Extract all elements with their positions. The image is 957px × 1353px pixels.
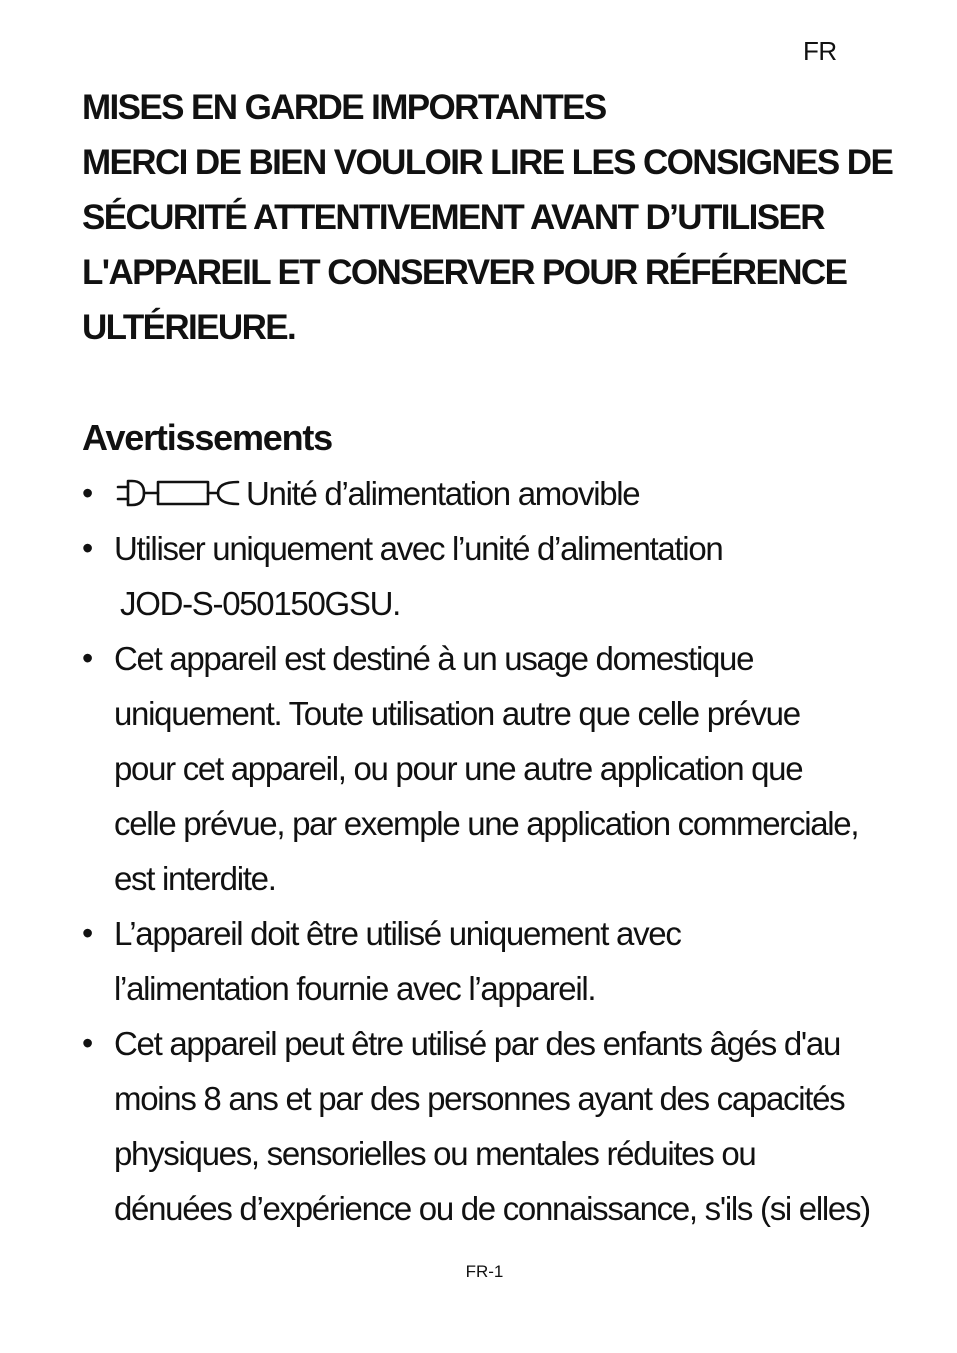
list-item-line: dénuées d’expérience ou de connaissance, s'ils (si elles) <box>114 1190 870 1227</box>
heading-line: ULTÉRIEURE. <box>82 308 296 347</box>
list-item-line: L’appareil doit être utilisé uniquement avec <box>114 915 681 952</box>
list-item-line: Utiliser uniquement avec l’unité d’alimentation <box>114 530 723 567</box>
list-item-line: celle prévue, par exemple une application commerciale, <box>114 805 859 842</box>
list-item <box>82 466 912 521</box>
heading-line: SÉCURITÉ ATTENTIVEMENT AVANT D’UTILISER <box>82 198 824 237</box>
list-item <box>82 1016 912 1236</box>
bullet-marker: • <box>82 915 94 951</box>
list-item-line: JOD-S-050150GSU. <box>120 585 400 622</box>
bullet-marker: • <box>82 640 94 676</box>
heading-line: MISES EN GARDE IMPORTANTES <box>82 88 606 127</box>
list-item-line: Cet appareil est destiné à un usage domestique <box>114 640 754 677</box>
page-number: FR-1 <box>465 1262 504 1281</box>
important-warnings-heading <box>82 80 893 355</box>
section-title-avertissements: Avertissements <box>82 417 333 458</box>
list-item-line <box>114 466 912 521</box>
list-item <box>82 906 912 1016</box>
list-item-text: Unité d’alimentation amovible <box>246 475 640 512</box>
bullet-marker: • <box>82 475 94 511</box>
heading-line: MERCI DE BIEN VOULOIR LIRE LES CONSIGNES DE <box>82 143 893 182</box>
heading-line: L'APPAREIL ET CONSERVER POUR RÉFÉRENCE <box>82 253 847 292</box>
list-item-line: moins 8 ans et par des personnes ayant des capacités <box>114 1080 845 1117</box>
list-item-line: uniquement. Toute utilisation autre que celle prévue <box>114 695 800 732</box>
list-item-line: est interdite. <box>114 860 276 897</box>
language-code: FR <box>803 36 837 66</box>
list-item-line: l’alimentation fournie avec l’appareil. <box>114 970 596 1007</box>
list-item-line: physiques, sensorielles ou mentales réduites ou <box>114 1135 756 1172</box>
list-item <box>82 631 912 906</box>
list-item <box>82 521 912 631</box>
detachable-power-supply-icon <box>114 478 244 508</box>
bullet-marker: • <box>82 530 94 566</box>
list-item-line: Cet appareil peut être utilisé par des enfants âgés d'au <box>114 1025 841 1062</box>
warnings-list <box>82 466 912 1236</box>
bullet-marker: • <box>82 1025 94 1061</box>
list-item-line: pour cet appareil, ou pour une autre application que <box>114 750 803 787</box>
